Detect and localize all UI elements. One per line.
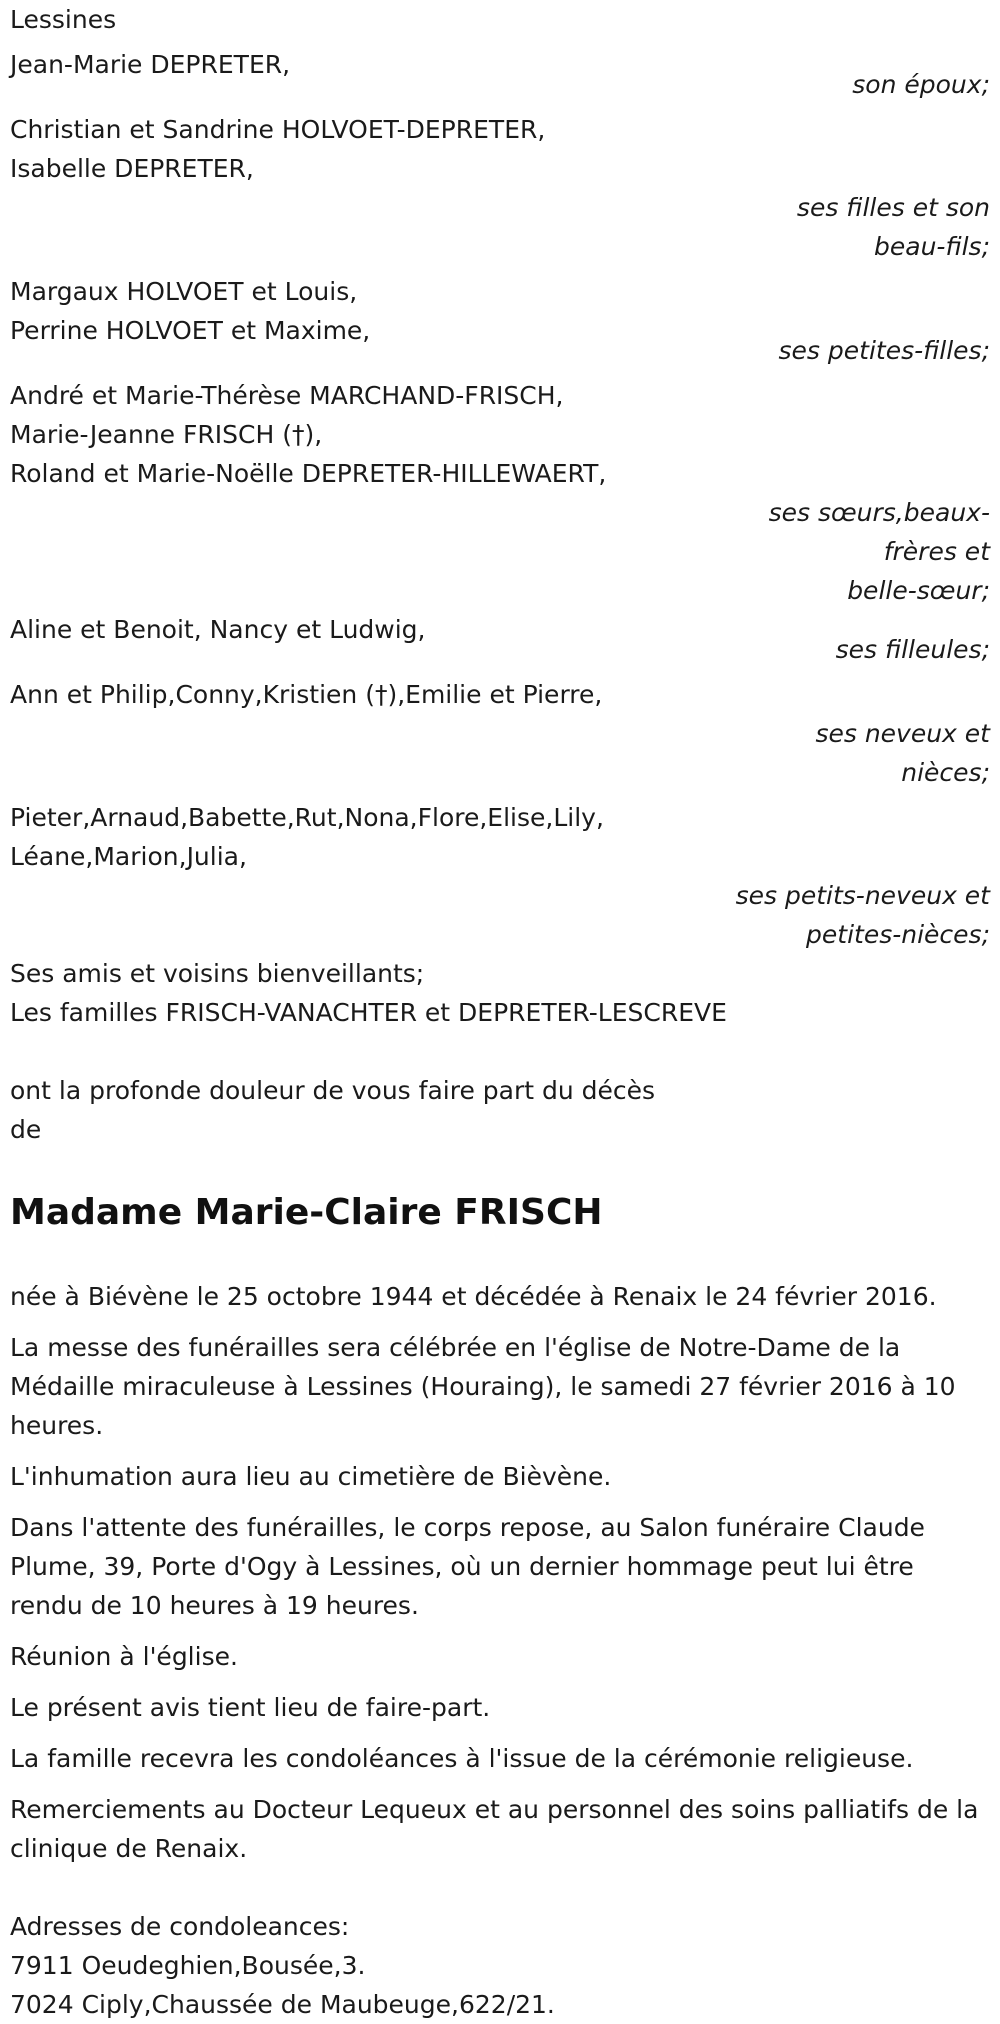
announcement-text: de bbox=[10, 1115, 42, 1144]
family-names: Aline et Benoit, Nancy et Ludwig, bbox=[10, 615, 426, 644]
deceased-name: Madame Marie-Claire FRISCH bbox=[10, 1192, 603, 1233]
relation-label: ses petites-filles; bbox=[778, 336, 990, 365]
detail-paragraph: Remerciements au Docteur Lequeux et au personnel des soins palliatifs de la clinique de Renaix. bbox=[10, 1795, 979, 1863]
relation-label: belle-sœur; bbox=[847, 576, 990, 605]
relation-label: ses filleules; bbox=[835, 635, 990, 664]
family-names: Margaux HOLVOET et Louis, bbox=[10, 277, 358, 306]
spacer bbox=[10, 1032, 990, 1071]
family-names: Perrine HOLVOET et Maxime, bbox=[10, 316, 371, 345]
detail-paragraph: née à Biévène le 25 octobre 1944 et décédée à Renaix le 24 février 2016. bbox=[10, 1282, 937, 1311]
family-group-nephews bbox=[10, 675, 990, 792]
addresses-title: Adresses de condoleances: bbox=[10, 1912, 350, 1941]
family-group-grandnephews bbox=[10, 798, 990, 954]
family-group-spouse bbox=[10, 45, 990, 104]
addresses bbox=[10, 1907, 990, 2024]
spacer bbox=[10, 1778, 990, 1790]
families-line: Les familles FRISCH-VANACHTER et DEPRETER-LESCREVE bbox=[10, 998, 727, 1027]
family-names: Marie-Jeanne FRISCH (†), bbox=[10, 420, 323, 449]
family-group-daughters bbox=[10, 110, 990, 266]
spacer bbox=[10, 1676, 990, 1688]
relation-label: nièces; bbox=[901, 758, 990, 787]
others-group bbox=[10, 954, 990, 1032]
address-line: 7911 Oeudeghien,Bousée,3. bbox=[10, 1951, 366, 1980]
family-names: Ann et Philip,Conny,Kristien (†),Emilie et Pierre, bbox=[10, 680, 603, 709]
detail-paragraph: Dans l'attente des funérailles, le corps repose, au Salon funéraire Claude Plume, 39, Porte d'Ogy à Lessines, où un dernier hommage peut lui être rendu de 10 heures à 19 heures. bbox=[10, 1513, 925, 1620]
friends-line: Ses amis et voisins bienveillants; bbox=[10, 959, 425, 988]
family-names: Jean-Marie DEPRETER, bbox=[10, 50, 291, 79]
family-names: Christian et Sandrine HOLVOET-DEPRETER, bbox=[10, 115, 546, 144]
family-names: Roland et Marie-Noëlle DEPRETER-HILLEWAERT, bbox=[10, 459, 607, 488]
details bbox=[10, 1277, 990, 1868]
obituary-notice bbox=[10, 0, 990, 2024]
announcement-text: ont la profonde douleur de vous faire part du décès bbox=[10, 1076, 656, 1105]
relation-label: petites-nièces; bbox=[806, 920, 990, 949]
spacer bbox=[10, 1445, 990, 1457]
family-names: André et Marie-Thérèse MARCHAND-FRISCH, bbox=[10, 381, 564, 410]
detail-paragraph: La famille recevra les condoléances à l'issue de la cérémonie religieuse. bbox=[10, 1744, 914, 1773]
relation-label: ses neveux et bbox=[815, 719, 990, 748]
spacer bbox=[10, 1868, 990, 1907]
relation-label: frères et bbox=[883, 537, 990, 566]
relation-label: son époux; bbox=[852, 70, 990, 99]
spacer bbox=[10, 1316, 990, 1328]
family-group-granddaughters bbox=[10, 272, 990, 370]
family-group-sisters bbox=[10, 376, 990, 610]
place: Lessines bbox=[10, 5, 117, 34]
detail-paragraph: Réunion à l'église. bbox=[10, 1642, 238, 1671]
family-names: Léane,Marion,Julia, bbox=[10, 842, 247, 871]
announcement bbox=[10, 1071, 990, 1149]
relation-label: ses petits-neveux et bbox=[735, 881, 990, 910]
detail-paragraph: Le présent avis tient lieu de faire-part. bbox=[10, 1693, 491, 1722]
spacer bbox=[10, 1625, 990, 1637]
address-line: 7024 Ciply,Chaussée de Maubeuge,622/21. bbox=[10, 1990, 555, 2019]
family-group-goddaughters bbox=[10, 610, 990, 669]
family-names: Pieter,Arnaud,Babette,Rut,Nona,Flore,Elise,Lily, bbox=[10, 803, 604, 832]
family-names: Isabelle DEPRETER, bbox=[10, 154, 254, 183]
spacer bbox=[10, 1727, 990, 1739]
detail-paragraph: La messe des funérailles sera célébrée en l'église de Notre-Dame de la Médaille miraculeuse à Lessines (Houraing), le samedi 27 février 2016 à 10 heures. bbox=[10, 1333, 956, 1440]
relation-label: ses sœurs,beaux- bbox=[768, 498, 990, 527]
detail-paragraph: L'inhumation aura lieu au cimetière de Bièvène. bbox=[10, 1462, 612, 1491]
relation-label: ses filles et son bbox=[796, 193, 990, 222]
relation-label: beau-fils; bbox=[874, 232, 990, 261]
spacer bbox=[10, 1496, 990, 1508]
